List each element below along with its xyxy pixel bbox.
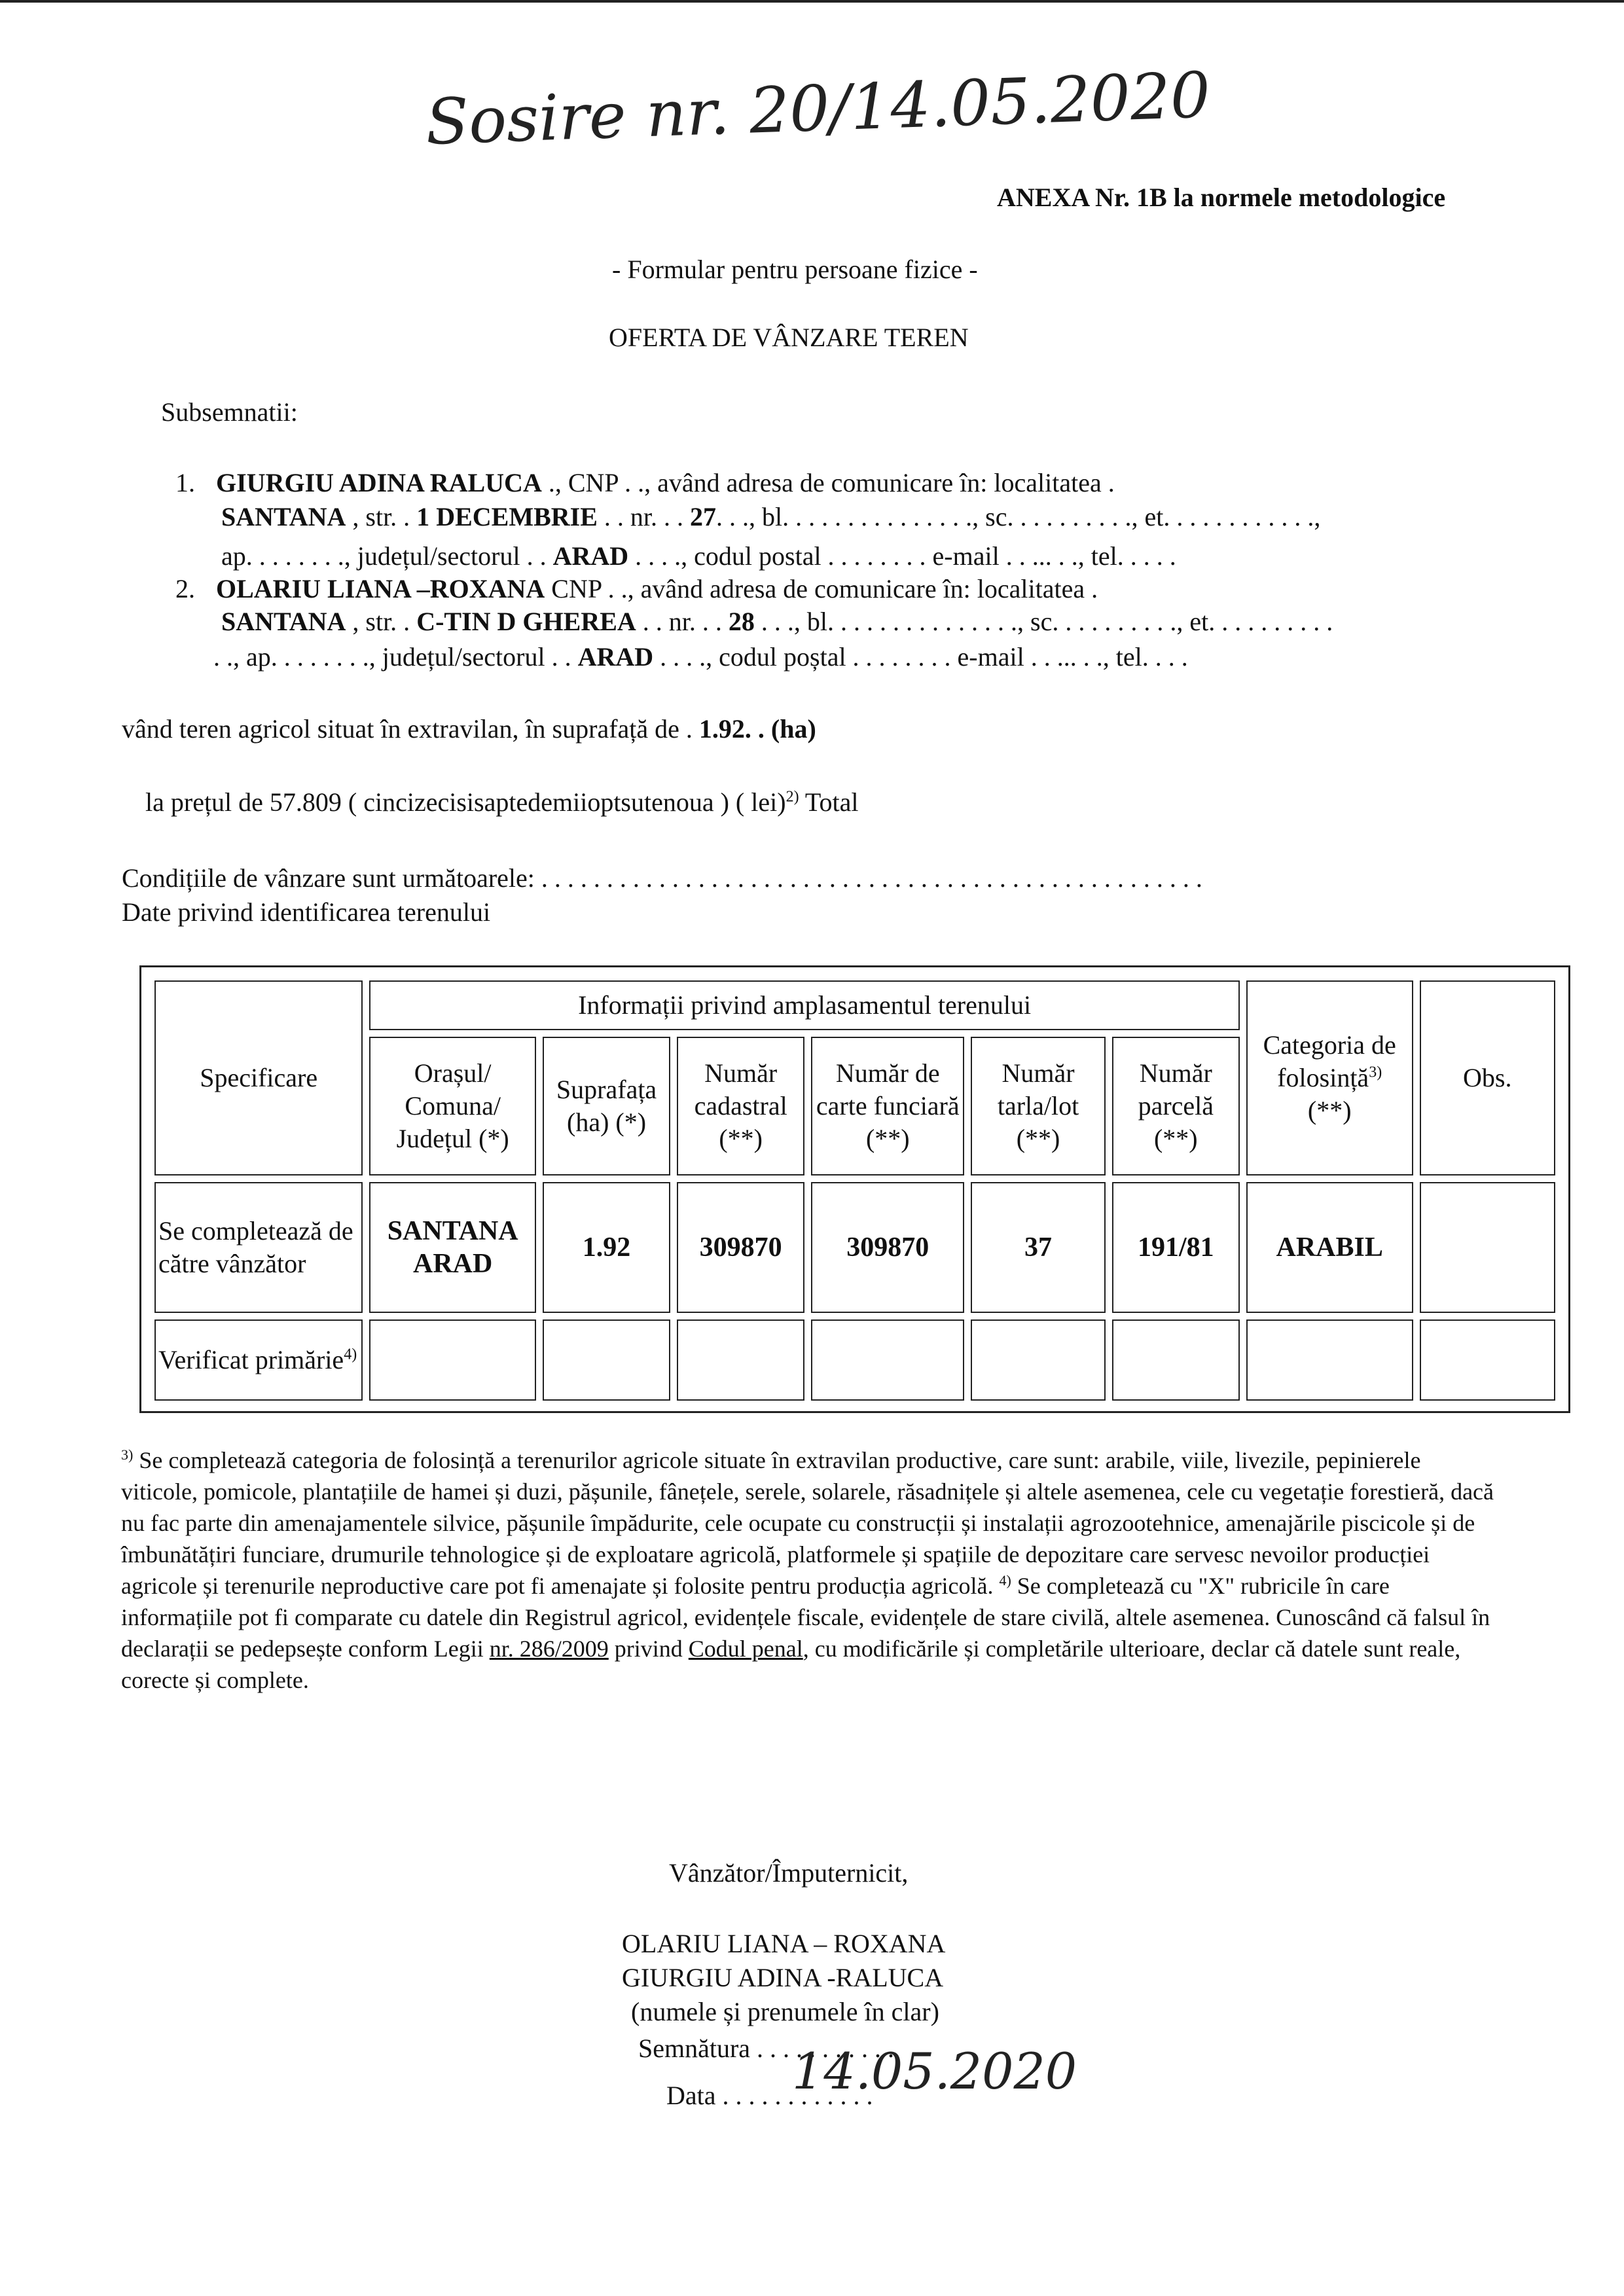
person-county: ARAD xyxy=(552,541,629,571)
cell-tarla: 37 xyxy=(971,1182,1105,1313)
signatory-name-2: GIURGIU ADINA -RALUCA xyxy=(622,1963,944,1992)
signature-role: Vânzător/Împuternicit, xyxy=(669,1858,909,1888)
land-identification-heading: Date privind identificarea terenului xyxy=(122,897,491,927)
footnote-3-marker: 3) xyxy=(121,1446,134,1463)
person-county: ARAD xyxy=(577,642,654,672)
row-verified-label xyxy=(154,1319,363,1401)
header-obs: Obs. xyxy=(1420,980,1555,1175)
annex-title: ANEXA Nr. 1B la normele metodologice xyxy=(997,183,1446,212)
cell-carte-funciara: 309870 xyxy=(811,1182,964,1313)
header-suprafata: Suprafața (ha) (*) xyxy=(543,1037,670,1175)
cell-oras-county: ARAD xyxy=(413,1249,493,1279)
person-street: 1 DECEMBRIE xyxy=(416,502,598,531)
header-carte-funciara: Număr de carte funciară (**) xyxy=(811,1037,964,1175)
person-2-line-3 xyxy=(213,641,1188,673)
contact-rest: . . . ., codul postal . . . . . . . . e-mail . . ... . ., tel. . . . . xyxy=(628,541,1176,571)
signatory-name-1: OLARIU LIANA – ROXANA xyxy=(622,1929,946,1958)
sale-price-text: la prețul de 57.809 ( cincizecisisaptedemiioptsutenoua ) ( lei) xyxy=(145,787,786,817)
apartment-label: . ., ap. . . . . . . ., județul/sectorul . . xyxy=(213,642,578,672)
footnote-4-ending: , cu modificările și completările ulterioare, declar că datele sunt reale, corecte și complete. xyxy=(121,1636,1461,1693)
footnote-4-text: Se completează cu "X" rubricile în care informațiile pot fi comparate cu datele din Registrul agricol, evidențele fiscale, evidențele de stare civilă, altele asemenea. Cunoscând că falsul în declarații se pedepsește conform Legii xyxy=(121,1573,1490,1662)
law-link[interactable]: nr. 286/2009 xyxy=(489,1636,609,1662)
row-seller-label: Se completează de către vânzător xyxy=(154,1182,363,1313)
form-type: - Formular pentru persoane fizice - xyxy=(612,255,978,284)
person-street-number: 27 xyxy=(690,502,717,531)
empty-cell xyxy=(1420,1319,1555,1401)
empty-cell xyxy=(1246,1319,1413,1401)
cell-oras xyxy=(369,1182,536,1313)
person-1-line-3 xyxy=(221,541,1176,572)
person-street-number: 28 xyxy=(728,607,755,636)
empty-cell xyxy=(971,1319,1105,1401)
person-2-line-2 xyxy=(221,606,1333,637)
header-oras: Orașul/ Comuna/ Județul (*) xyxy=(369,1037,536,1175)
street-label: , str. . xyxy=(346,502,417,531)
verified-footnote-ref: 4) xyxy=(344,1346,357,1363)
person-cnp-address: CNP . ., având adresa de comunicare în: localitatea . xyxy=(545,574,1098,603)
cell-oras-city: SANTANA xyxy=(387,1216,518,1246)
footnote-4-connector: privind xyxy=(608,1636,689,1662)
street-label: , str. . xyxy=(346,607,417,636)
cell-cadastral: 309870 xyxy=(677,1182,804,1313)
person-1-line-1 xyxy=(175,467,1115,499)
categoria-footnote-ref: 3) xyxy=(1369,1064,1382,1081)
empty-cell xyxy=(543,1319,670,1401)
empty-cell xyxy=(369,1319,536,1401)
categoria-tail: (**) xyxy=(1307,1096,1352,1125)
sale-area-text: vând teren agricol situat în extravilan, în suprafață de . xyxy=(122,714,699,744)
name-clarification: (numele și prenumele în clar) xyxy=(631,1997,939,2026)
person-city: SANTANA xyxy=(221,502,346,531)
land-table xyxy=(139,965,1570,1413)
sale-price-total: Total xyxy=(799,787,859,817)
header-parcela: Număr parcelă (**) xyxy=(1112,1037,1240,1175)
subsemnatii-label: Subsemnatii: xyxy=(161,397,298,427)
footnotes-paragraph xyxy=(121,1444,1502,1696)
document-title: OFERTA DE VÂNZARE TEREN xyxy=(609,323,969,352)
cell-suprafata: 1.92 xyxy=(543,1182,670,1313)
person-street: C-TIN D GHEREA xyxy=(416,607,636,636)
categoria-label: Categoria de folosință xyxy=(1263,1030,1396,1092)
header-specificare: Specificare xyxy=(154,980,363,1175)
sale-conditions: Condițiile de vânzare sunt următoarele: . . . . . . . . . . . . . . . . . . . . . . . . . . . . . . . . . . . . . . . . . . . . . . . . . . . xyxy=(122,863,1202,893)
person-1-line-2 xyxy=(221,501,1320,533)
person-name: OLARIU LIANA –ROXANA xyxy=(216,574,545,603)
footnote-4-marker: 4) xyxy=(999,1572,1011,1588)
sale-area-value: 1.92. . (ha) xyxy=(698,714,816,744)
person-name: GIURGIU ADINA RALUCA xyxy=(216,468,542,497)
person-2-line-1 xyxy=(175,573,1098,605)
handwritten-registration-note: Sosire nr. 20/14.05.2020 xyxy=(424,58,1212,159)
cell-categoria: ARABIL xyxy=(1246,1182,1413,1313)
person-number: 1. xyxy=(175,468,195,497)
person-cnp-address: ., CNP . ., având adresa de comunicare în: localitatea . xyxy=(541,468,1115,497)
address-rest: . . ., bl. . . . . . . . . . . . . . ., sc. . . . . . . . . ., et. . . . . . . . . . . ., xyxy=(716,502,1321,531)
empty-cell xyxy=(811,1319,964,1401)
apartment-label: ap. . . . . . . ., județul/sectorul . . xyxy=(221,541,553,571)
scan-top-border xyxy=(0,0,1624,3)
empty-cell xyxy=(677,1319,804,1401)
cell-obs xyxy=(1420,1182,1555,1313)
contact-rest: . . . ., codul poștal . . . . . . . . e-mail . . ... . ., tel. . . . xyxy=(653,642,1188,672)
person-number: 2. xyxy=(175,574,195,603)
sale-area-line xyxy=(122,713,816,745)
handwritten-date: 14.05.2020 xyxy=(792,2042,1077,2100)
signature-line: Semnătura . . . . . . . . . . . xyxy=(638,2034,895,2063)
address-rest: . . ., bl. . . . . . . . . . . . . . ., sc. . . . . . . . . ., et. . . . . . . . . . xyxy=(754,607,1333,636)
nr-label: . . nr. . . xyxy=(636,607,729,636)
header-tarla: Număr tarla/lot (**) xyxy=(971,1037,1105,1175)
sale-price-line xyxy=(145,787,858,818)
header-categoria xyxy=(1246,980,1413,1175)
header-location-group: Informații privind amplasamentul terenului xyxy=(369,980,1240,1030)
penal-code-link[interactable]: Codul penal xyxy=(688,1636,803,1662)
empty-cell xyxy=(1112,1319,1240,1401)
date-line: Data . . . . . . . . . . . . xyxy=(666,2081,873,2110)
price-footnote-ref: 2) xyxy=(785,788,799,806)
nr-label: . . nr. . . xyxy=(597,502,691,531)
footnote-3-text: Se completează categoria de folosință a terenurilor agricole situate în extravilan productive, care sunt: arabile, viile, livezile, pepinierele viticole, pomicole, plantațiile de hamei și duzi, pășunile, fânețele, serele, solarele, răsadnițele și altele asemenea, cele cu vegetație forestieră, dacă nu fac parte din amenajamentele silvice, pășunile împădurite, cele ocupate cu construcții și instalații agrozootehnice, amenajările piscicole și de îmbunătățiri funciare, drumurile tehnologice și de exploatare agricolă, platformele și spațiile de depozitare care servesc nevoilor producției agricole și terenurile neproductive care pot fi amenajate și folosite pentru producția agricolă. xyxy=(121,1447,1494,1599)
person-city: SANTANA xyxy=(221,607,346,636)
header-cadastral: Număr cadastral (**) xyxy=(677,1037,804,1175)
cell-parcela: 191/81 xyxy=(1112,1182,1240,1313)
verified-label: Verificat primărie xyxy=(158,1345,344,1374)
